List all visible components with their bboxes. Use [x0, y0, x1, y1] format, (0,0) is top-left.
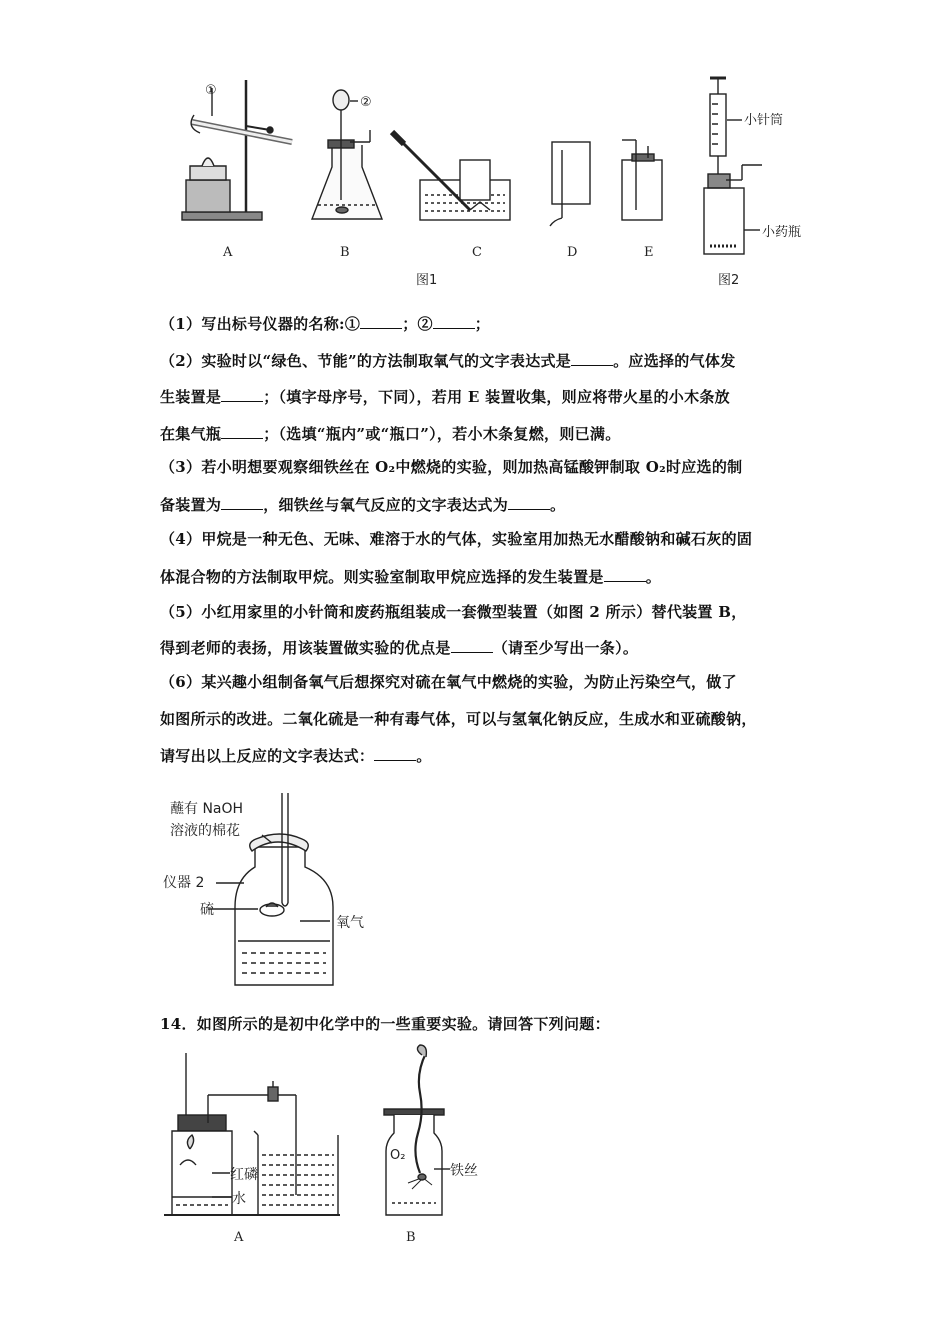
figure-2-caption: 图2	[718, 273, 740, 288]
question-3-line-2: 备装置为 ，细铁丝与氧气反应的文字表达式为 。	[160, 496, 566, 514]
experiment-b	[384, 1045, 450, 1215]
figure-1-apparatus	[170, 70, 850, 295]
question-5-line-2: 得到老师的表扬，用该装置做实验的优点是 （请至少写出一条）。	[160, 639, 639, 657]
marker-1: ①	[205, 83, 217, 98]
question-2-line-1: （2）实验时以“绿色、节能”的方法制取氧气的文字表达式是 。应选择的气体发	[160, 352, 736, 370]
answer-blank[interactable]	[360, 314, 402, 329]
label-b: B	[340, 245, 350, 260]
cotton-label-line-2: 溶液的棉花	[170, 823, 240, 839]
apparatus-figure-2	[704, 78, 762, 254]
question-4-line-1: （4）甲烷是一种无色、无味、难溶于水的气体，实验室用加热无水醋酸钠和碱石灰的固	[160, 530, 753, 548]
answer-blank[interactable]	[374, 746, 416, 761]
question-4-line-2: 体混合物的方法制取甲烷。则实验室制取甲烷应选择的发生装置是 。	[160, 568, 662, 586]
answer-blank[interactable]	[221, 387, 263, 402]
label-a: A	[223, 245, 233, 260]
label-e: E	[644, 245, 654, 260]
answer-blank[interactable]	[451, 638, 493, 653]
answer-blank[interactable]	[571, 351, 613, 366]
label-d: D	[567, 245, 578, 260]
experiment-a	[164, 1053, 340, 1215]
figure-sulfur-oxygen	[160, 785, 390, 990]
syringe-label: 小针筒	[744, 113, 784, 128]
question-6-line-1: （6）某兴趣小组制备氧气后想探究对硫在氧气中燃烧的实验，为防止污染空气，做了	[160, 673, 737, 691]
question-3-line-1: （3）若小明想要观察细铁丝在 O₂中燃烧的实验，则加热高锰酸钾制取 O₂时应选的制	[160, 458, 743, 476]
question-5-line-1: （5）小红用家里的小针筒和废药瓶组装成一套微型装置（如图 2 所示）替代装置 B，	[160, 603, 747, 621]
cotton-label-line-1: 蘸有 NaOH	[170, 801, 244, 817]
figure-1-caption: 图1	[416, 273, 438, 288]
apparatus-d	[550, 142, 590, 226]
answer-blank[interactable]	[221, 495, 263, 510]
instrument-2-label: 仪器 2	[163, 875, 205, 891]
figure-experiments-ab	[150, 1045, 510, 1250]
marker-2: ②	[360, 95, 372, 110]
question-1: （1）写出标号仪器的名称:① ；② ；	[160, 315, 491, 333]
answer-blank[interactable]	[604, 567, 646, 582]
apparatus-c	[392, 132, 510, 220]
answer-blank[interactable]	[433, 314, 475, 329]
sulfur-label: 硫	[200, 902, 214, 918]
bottle-label: 小药瓶	[762, 225, 802, 240]
experiment-b-label: B	[406, 1230, 416, 1245]
phosphorus-label: 红磷	[230, 1167, 258, 1183]
answer-blank[interactable]	[508, 495, 550, 510]
question-6-line-3: 请写出以上反应的文字表达式： 。	[160, 747, 432, 765]
oxygen-label: 氧气	[336, 915, 364, 931]
apparatus-e	[622, 140, 662, 220]
o2-label: O₂	[390, 1148, 406, 1163]
water-label: 水	[232, 1191, 246, 1207]
label-c: C	[472, 245, 482, 260]
question-2-line-2: 生装置是 ；（填字母序号，下同），若用 E 装置收集，则应将带火星的小木条放	[160, 388, 730, 406]
answer-blank[interactable]	[221, 424, 263, 439]
question-6-line-2: 如图所示的改进。二氧化硫是一种有毒气体，可以与氢氧化钠反应，生成水和亚硫酸钠，	[160, 710, 757, 728]
question-2-line-3: 在集气瓶 ；（选填“瓶内”或“瓶口”），若小木条复燃，则已满。	[160, 425, 621, 443]
experiment-a-label: A	[234, 1230, 244, 1245]
iron-wire-label: 铁丝	[450, 1163, 478, 1179]
question-14-title: 14．如图所示的是初中化学中的一些重要实验。请回答下列问题：	[160, 1015, 610, 1033]
apparatus-a	[182, 80, 292, 220]
